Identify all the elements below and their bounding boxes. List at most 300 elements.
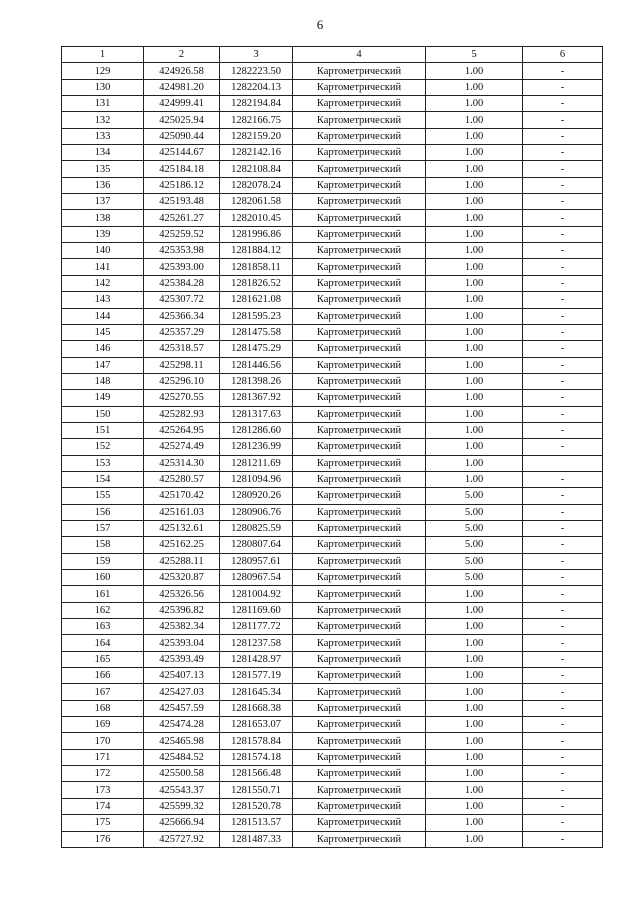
table-cell: 137 [62,194,144,210]
table-cell: 136 [62,177,144,193]
table-row [62,537,603,553]
table-cell: 1281513.57 [220,815,293,831]
table-cell: - [523,619,603,635]
table-row [62,684,603,700]
table-row [62,815,603,831]
table-cell: Картометрический [293,145,426,161]
table-cell: 1282204.13 [220,79,293,95]
table-cell: 169 [62,717,144,733]
table-cell: 164 [62,635,144,651]
table-cell: 1.00 [426,831,523,847]
table-row [62,422,603,438]
table-row [62,520,603,536]
table-cell: - [523,406,603,422]
table-body [62,63,603,848]
table-cell: 424926.58 [144,63,220,79]
table-cell: - [523,504,603,520]
table-cell: Картометрический [293,831,426,847]
table-cell: 1281996.86 [220,226,293,242]
table-cell: 1281428.97 [220,651,293,667]
table-cell: 1.00 [426,717,523,733]
header-cell-3: 3 [220,47,293,63]
table-cell: 425599.32 [144,798,220,814]
table-cell: 1280957.61 [220,553,293,569]
table-cell: Картометрический [293,684,426,700]
table-cell: 425318.57 [144,341,220,357]
table-cell: Картометрический [293,357,426,373]
table-cell: 1.00 [426,145,523,161]
table-row [62,700,603,716]
header-row [62,47,603,63]
table-cell: 1281826.52 [220,275,293,291]
table-cell: 1281621.08 [220,292,293,308]
table-cell: - [523,145,603,161]
table-cell: 5.00 [426,553,523,569]
table-cell: 425393.49 [144,651,220,667]
table-cell: 1281004.92 [220,586,293,602]
table-row [62,341,603,357]
table-cell: - [523,537,603,553]
table-cell: 1281094.96 [220,471,293,487]
table-cell: Картометрический [293,259,426,275]
table-cell: 135 [62,161,144,177]
table-cell: - [523,651,603,667]
table-cell: 425357.29 [144,324,220,340]
table-row [62,717,603,733]
table-cell: 5.00 [426,537,523,553]
table-cell: Картометрический [293,749,426,765]
table-cell: 168 [62,700,144,716]
table-row [62,63,603,79]
table-cell: 1.00 [426,766,523,782]
table-cell: 425366.34 [144,308,220,324]
table-row [62,782,603,798]
table-cell: - [523,782,603,798]
table-cell: 147 [62,357,144,373]
header-cell-2: 2 [144,47,220,63]
table-cell: 425393.04 [144,635,220,651]
table-cell: 1.00 [426,275,523,291]
table-cell: - [523,684,603,700]
table-cell: 1281487.33 [220,831,293,847]
table-cell: 425353.98 [144,243,220,259]
table-cell: 425282.93 [144,406,220,422]
table-cell: 146 [62,341,144,357]
table-cell: 1.00 [426,373,523,389]
table-cell: 1282194.84 [220,96,293,112]
table-cell: 1.00 [426,128,523,144]
table-cell: 1281475.29 [220,341,293,357]
table-cell: 425484.52 [144,749,220,765]
table-cell: 130 [62,79,144,95]
table-cell: 1280825.59 [220,520,293,536]
table-cell: Картометрический [293,471,426,487]
table-cell: 5.00 [426,570,523,586]
table-cell: 1281169.60 [220,602,293,618]
table-cell: Картометрический [293,668,426,684]
table-cell: Картометрический [293,488,426,504]
table-cell: Картометрический [293,177,426,193]
table-cell: Картометрический [293,586,426,602]
table-cell: 173 [62,782,144,798]
table-cell: - [523,749,603,765]
table-row [62,308,603,324]
table-cell: Картометрический [293,602,426,618]
table-cell: 1281595.23 [220,308,293,324]
table-row [62,79,603,95]
table-cell: 425259.52 [144,226,220,242]
table-cell: 1281236.99 [220,439,293,455]
table-cell: 425025.94 [144,112,220,128]
table-row [62,439,603,455]
table-cell: 1282223.50 [220,63,293,79]
table-cell: 171 [62,749,144,765]
table-cell: 134 [62,145,144,161]
table-cell: 425298.11 [144,357,220,373]
table-cell: Картометрический [293,210,426,226]
table-row [62,324,603,340]
header-cell-4: 4 [293,47,426,63]
table-row [62,619,603,635]
table-cell: 1.00 [426,308,523,324]
table-row [62,390,603,406]
header-cell-5: 5 [426,47,523,63]
table-cell: - [523,177,603,193]
table-cell: 425500.58 [144,766,220,782]
table-cell: 165 [62,651,144,667]
table-cell: 1280967.54 [220,570,293,586]
table-cell: 1.00 [426,226,523,242]
table-cell: 1281237.58 [220,635,293,651]
table-row [62,210,603,226]
table-cell: 1.00 [426,63,523,79]
table-cell: Картометрический [293,194,426,210]
table-row [62,226,603,242]
table-cell: 425543.37 [144,782,220,798]
header-cell-1: 1 [62,47,144,63]
table-cell: 1282166.75 [220,112,293,128]
table-cell: 133 [62,128,144,144]
table-cell [523,455,603,471]
table-cell: 5.00 [426,520,523,536]
table-cell: 1.00 [426,700,523,716]
table-cell: 1.00 [426,112,523,128]
table-cell: 1280920.26 [220,488,293,504]
table-cell: 1280906.76 [220,504,293,520]
table-cell: 143 [62,292,144,308]
table-cell: 425288.11 [144,553,220,569]
table-cell: Картометрический [293,275,426,291]
table-cell: Картометрический [293,406,426,422]
table-cell: 425314.30 [144,455,220,471]
table-cell: - [523,357,603,373]
table-cell: Картометрический [293,341,426,357]
table-cell: - [523,96,603,112]
table-row [62,455,603,471]
table-cell: 1.00 [426,292,523,308]
table-cell: 1281577.19 [220,668,293,684]
table-cell: Картометрический [293,96,426,112]
table-cell: Картометрический [293,63,426,79]
table-cell: Картометрический [293,733,426,749]
table-cell: 170 [62,733,144,749]
table-cell: - [523,324,603,340]
table-cell: 425326.56 [144,586,220,602]
table-row [62,798,603,814]
table-cell: 1281317.63 [220,406,293,422]
table-cell: Картометрический [293,455,426,471]
table-cell: 1.00 [426,439,523,455]
table-cell: 1.00 [426,177,523,193]
table-cell: - [523,733,603,749]
table-cell: 424981.20 [144,79,220,95]
table-row [62,292,603,308]
table-cell: 425427.03 [144,684,220,700]
table-cell: - [523,570,603,586]
table-cell: 425161.03 [144,504,220,520]
table-row [62,243,603,259]
table-cell: - [523,63,603,79]
table-cell: - [523,390,603,406]
table-row [62,488,603,504]
table-row [62,96,603,112]
table-row [62,733,603,749]
table-cell: 1281668.38 [220,700,293,716]
table-cell: 1.00 [426,471,523,487]
table-cell: 1.00 [426,602,523,618]
table-cell: - [523,243,603,259]
table-cell: 425457.59 [144,700,220,716]
table-cell: Картометрический [293,292,426,308]
table-cell: Картометрический [293,308,426,324]
table-cell: 132 [62,112,144,128]
table-cell: 1282142.16 [220,145,293,161]
table-cell: 1.00 [426,406,523,422]
table-cell: 425296.10 [144,373,220,389]
table-cell: - [523,717,603,733]
table-cell: 1.00 [426,422,523,438]
table-cell: 1.00 [426,243,523,259]
table-cell: - [523,341,603,357]
table-row [62,586,603,602]
table-cell: - [523,520,603,536]
table-cell: 1.00 [426,651,523,667]
table-cell: 1281398.26 [220,373,293,389]
table-cell: 175 [62,815,144,831]
table-cell: 1.00 [426,390,523,406]
table-cell: - [523,553,603,569]
table-cell: Картометрический [293,504,426,520]
table-row [62,112,603,128]
table-cell: - [523,602,603,618]
table-cell: - [523,226,603,242]
table-cell: 1.00 [426,749,523,765]
table-cell: - [523,259,603,275]
table-cell: Картометрический [293,635,426,651]
table-cell: - [523,635,603,651]
table-cell: 1282159.20 [220,128,293,144]
table-cell: 1.00 [426,210,523,226]
table-cell: Картометрический [293,782,426,798]
table-row [62,161,603,177]
table-cell: 1.00 [426,798,523,814]
table-row [62,668,603,684]
table-cell: - [523,373,603,389]
table-header [62,47,603,63]
table-cell: 1.00 [426,96,523,112]
table-row [62,766,603,782]
table-cell: Картометрический [293,619,426,635]
table-cell: Картометрический [293,700,426,716]
table-cell: 425193.48 [144,194,220,210]
table-cell: 140 [62,243,144,259]
table-cell: - [523,308,603,324]
table-cell: 157 [62,520,144,536]
table-cell: - [523,668,603,684]
table-cell: 151 [62,422,144,438]
table-row [62,373,603,389]
table-cell: Картометрический [293,161,426,177]
table-cell: Картометрический [293,520,426,536]
table-cell: 425144.67 [144,145,220,161]
table-cell: 425261.27 [144,210,220,226]
table-cell: Картометрический [293,243,426,259]
table-cell: - [523,798,603,814]
table-cell: 1.00 [426,341,523,357]
table-cell: 425270.55 [144,390,220,406]
table-cell: - [523,488,603,504]
table-cell: - [523,210,603,226]
table-cell: 1281211.69 [220,455,293,471]
table-cell: - [523,79,603,95]
table-cell: 1281475.58 [220,324,293,340]
table-cell: 425382.34 [144,619,220,635]
table-cell: 1281574.18 [220,749,293,765]
table-cell: 1.00 [426,259,523,275]
table-cell: 425264.95 [144,422,220,438]
table-cell: 5.00 [426,504,523,520]
table-cell: 1.00 [426,79,523,95]
table-cell: 159 [62,553,144,569]
table-row [62,406,603,422]
table-cell: 425666.94 [144,815,220,831]
table-cell: - [523,292,603,308]
table-cell: - [523,128,603,144]
table-cell: - [523,471,603,487]
table-cell: 1281566.48 [220,766,293,782]
table-cell: 149 [62,390,144,406]
table-cell: Картометрический [293,373,426,389]
table-cell: 142 [62,275,144,291]
table-cell: 425186.12 [144,177,220,193]
table-cell: Картометрический [293,570,426,586]
table-cell: - [523,766,603,782]
table-cell: - [523,700,603,716]
table-row [62,570,603,586]
page-number: 6 [316,17,324,32]
table-cell: 138 [62,210,144,226]
table-cell: 154 [62,471,144,487]
table-cell: Картометрический [293,815,426,831]
table-row [62,177,603,193]
table-cell: 174 [62,798,144,814]
table-cell: Картометрический [293,766,426,782]
table-cell: 1281645.34 [220,684,293,700]
table-cell: Картометрический [293,537,426,553]
table-cell: 158 [62,537,144,553]
table-cell: 1.00 [426,668,523,684]
table-cell: 131 [62,96,144,112]
table-cell: 1.00 [426,635,523,651]
table-row [62,553,603,569]
table-cell: 1.00 [426,357,523,373]
table-cell: - [523,422,603,438]
table-cell: 425280.57 [144,471,220,487]
table-row [62,194,603,210]
table-cell: 1280807.64 [220,537,293,553]
table-cell: 1.00 [426,684,523,700]
table-cell: 129 [62,63,144,79]
table-cell: 425384.28 [144,275,220,291]
table-cell: 156 [62,504,144,520]
table-cell: 1281286.60 [220,422,293,438]
table-cell: 425307.72 [144,292,220,308]
table-cell: 167 [62,684,144,700]
table-cell: 153 [62,455,144,471]
table-cell: 162 [62,602,144,618]
table-cell: - [523,831,603,847]
table-cell: 1.00 [426,586,523,602]
table-cell: 425274.49 [144,439,220,455]
table-cell: 1281884.12 [220,243,293,259]
table-row [62,602,603,618]
table-cell: 424999.41 [144,96,220,112]
table-cell: 1281177.72 [220,619,293,635]
table-cell: 1281367.92 [220,390,293,406]
table-cell: 425184.18 [144,161,220,177]
table-cell: 163 [62,619,144,635]
table-cell: 176 [62,831,144,847]
table-cell: 425407.13 [144,668,220,684]
table-cell: 144 [62,308,144,324]
table-cell: 1281520.78 [220,798,293,814]
table-cell: Картометрический [293,798,426,814]
table-cell: Картометрический [293,390,426,406]
table-cell: 1282078.24 [220,177,293,193]
table-cell: 150 [62,406,144,422]
table-cell: Картометрический [293,717,426,733]
table-cell: 1282108.84 [220,161,293,177]
table-cell: 1.00 [426,782,523,798]
table-cell: 1.00 [426,324,523,340]
coordinates-table [61,46,603,848]
table-cell: Картометрический [293,553,426,569]
table-cell: 1.00 [426,815,523,831]
table-cell: 1281653.07 [220,717,293,733]
table-row [62,635,603,651]
table-cell: 425393.00 [144,259,220,275]
table-cell: 152 [62,439,144,455]
table-cell: Картометрический [293,439,426,455]
table-cell: 1.00 [426,455,523,471]
table-cell: 425320.87 [144,570,220,586]
table-cell: 1282061.58 [220,194,293,210]
table-cell: - [523,586,603,602]
table-cell: 1281550.71 [220,782,293,798]
table-row [62,128,603,144]
table-cell: 425474.28 [144,717,220,733]
table-cell: 1.00 [426,619,523,635]
